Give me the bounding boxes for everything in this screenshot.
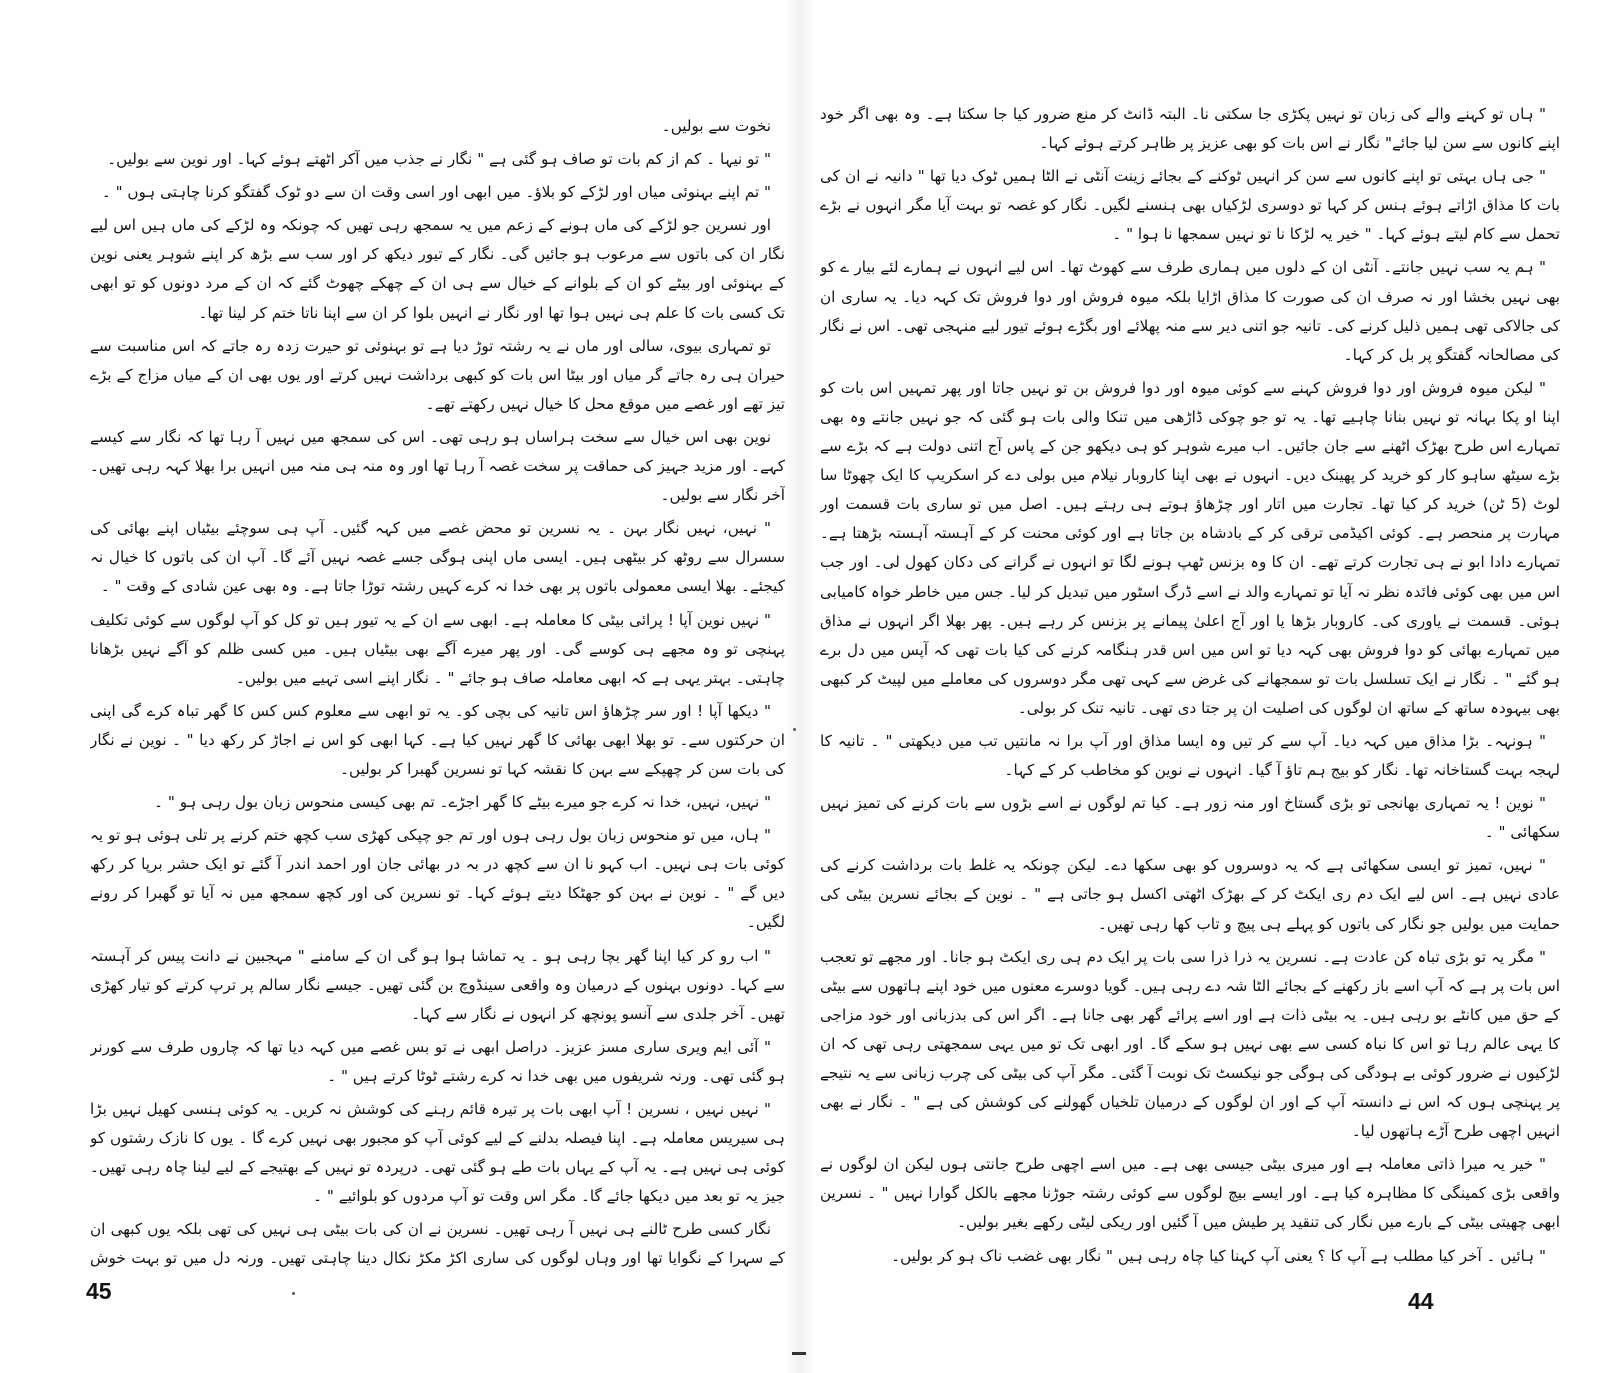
right-page xyxy=(800,0,1600,1373)
paragraph: " لیکن میوہ فروش اور دوا فروش کہنے سے کوئی میوہ اور دوا فروش بن تو نہیں جاتا اور پھر تمہیں اس بات کو اپنا او پکا بہانہ تو نہیں بنانا چاہیے تھا۔ یہ تو جو چوکی ڈاڑھی میں تنکا والی بات ہو گئی کہ جو نہیں جانتے وہ بھی تمہارے اس طرح بھڑک اٹھنے سے جان جائیں۔ اب میرے شوہر کو ہی دیکھو جن کے پاس آج اتنی دولت ہے کہ بڑے سے بڑے سیٹھ ساہو کار کو خرید کر پھینک دیں۔ انہوں نے بھی اپنا کاروبار نیلام میں بولی دے کر اسکریپ کا ایک چھوٹا سا لوٹ (5 ٹن) خرید کر کیا تھا۔ تجارت میں اتار اور چڑھاؤ ہوتے ہی رہتے ہیں۔ اصل میں تو ساری بات قسمت اور مہارت پر منحصر ہے۔ کوئی اکیڈمی ترقی کر کے بادشاہ بن جاتا ہے اور کوئی محنت کر کے آہستہ آہستہ بڑھتا ہے۔ تمہارے دادا ابو نے ہی تجارت کرتے تھے۔ ان کا وہ بزنس ٹھپ ہونے لگا تو انہوں نے گرانے کی دکان کھول لی۔ اور جب اس میں بھی کوئی فائدہ نظر نہ آیا تو تمہارے والد نے اسے ڈرگ اسٹور میں تبدیل کر لیا۔ جس میں خاطر خواہ کامیابی ہوئی۔ قسمت نے یاوری کی۔ کاروبار بڑھا یا اور آج اعلیٰ پیمانے پر بزنس کر رہے ہیں۔ پھر بھلا اگر انہوں نے مذاق میں تمہارے بھائی کو دوا فروش بھی کہہ دیا تو اس میں اس قدر ہنگامہ کرنے کی کیا بات تھی کہ آپس میں دل برے ہو گئے " ۔ نگار نے ایک تسلسل بات تو سمجھانے کی غرض سے کہی تھی مگر دوسروں کی معاملے میں لپیٹ کر کبھی بھی بیہودہ ساتھ کے ساتھ ان لوگوں کی اصلیت ان پر جتا دی تھی۔ تانیہ تنک کر بولی۔ xyxy=(820,378,1560,717)
paragraph: " تم اپنے بہنوئی میاں اور لڑکے کو بلاؤ۔ میں ابھی اور اسی وقت ان سے دو ٹوک گفتگو کرنا چاہتی ہوں " ۔ xyxy=(101,183,771,202)
paragraph: " دیکھا آپا ! اور سر چڑھاؤ اس تانیہ کی بچی کو۔ یہ تو ابھی سے معلوم کس کس کا گھر تباہ کرے گی اپنی ان حرکتوں سے۔ تو بھلا ابھی بھائی کا گھر نہیں کیا ہے۔ کہا ابھی کو اس نے اجاڑ کر رکھ دیا " ۔ نوین نے نگار کی بات سن کر چھپکے سے بہن کا نقشہ کہا تو نسرین گھبرا کر بولیں۔ xyxy=(90,701,785,778)
page-number: 44 xyxy=(1408,1288,1434,1314)
scan-speck xyxy=(292,1292,295,1295)
page-number: 45 xyxy=(86,1278,112,1304)
paragraph: " ہائیں ۔ آخر کیا مطلب ہے آپ کا ؟ یعنی آپ کہنا کیا چاہ رہی ہیں " نگار بھی غضب ناک ہو کر بولیں۔ xyxy=(891,1246,1546,1265)
paragraph: " تو نیہا ۔ کم از کم بات تو صاف ہو گئی ہے " نگار نے جذب میں آکر اٹھتے ہوئے کہا۔ اور نوین سے بولیں۔ xyxy=(107,150,771,169)
paragraph: " نہیں نہیں ، نسرین ! آپ ابھی بات پر تیرہ قائم رہنے کی کوشش نہ کریں۔ یہ کوئی ہنسی کھیل نہیں بڑا ہی سیریس معاملہ ہے۔ اپنا فیصلہ بدلنے کے لیے کوئی آپ کو مجبور بھی نہیں کرے گا ۔ یوں کا نازک رشتوں کو کوئی ہی نہیں ہے۔ یہ آپ کے یہاں بات طے ہو گئی تھی۔ درپردہ تو نہیں کے بھتیجے کے لیے لینا چاہ رہی تھیں۔ جیز یہ تو بعد میں دیکھا جائے گا۔ مگر اس وقت تو آپ مردوں کو بلوائیے " ۔ xyxy=(90,1100,785,1206)
left-page-text xyxy=(90,112,785,1272)
paragraph: " نہیں، نہیں، خدا نہ کرے جو میرے بیٹے کا گھر اجڑے۔ تم بھی کیسی منحوس زبان بول رہی ہو " ۔ xyxy=(154,793,771,812)
paragraph: " اب رو کر کیا اپنا گھر بچا رہی ہو ۔ یہ تماشا ہوا ہو گی ان کے سامنے " مہجبین نے دانت پیس کر آہستہ سے کہا۔ دونوں بہنوں کے درمیان وہ واقعی سینڈوچ بن گئی تھیں۔ جیسے نگار سالم پر ترپ کرتے کو تیار کھڑی تھیں۔ آخر جلدی سے آنسو پونچھ کر انہوں نے نگار سے کہا۔ xyxy=(90,946,785,1023)
paragraph: " نہیں، نہیں نگار بہن ۔ یہ نسرین تو محض غصے میں کہہ گئیں۔ آپ ہی سوچئے بیٹیاں اپنے بھائی کی سسرال سے روٹھ کر بیٹھی ہیں۔ ایسی ماں اپنی ہوگی جسے غصہ نہیں آئے گا۔ آپ ان کی باتوں کا خیال نہ کیجئے۔ بھلا ایسی معمولی باتوں پر بھی خدا نہ کرے کہیں رشتہ توڑا جاتا ہے۔ وہ بھی عین شادی کے وقت " ۔ xyxy=(90,519,785,596)
paragraph: نخوت سے بولیں۔ xyxy=(661,117,771,135)
paragraph: " جی ہاں بہتی تو اپنے کانوں سے سن کر انہیں ٹوکنے کے بجائے زینت آنٹی نے الٹا ہمیں ٹوک دیا تھا " دانیہ نے ان کی بات کا مذاق اڑاتے ہوئے ہنس کر کہا تو دوسری لڑکیاں بھی ہنسنے لگیں۔ نگار کو غصہ تو بہت آیا مگر انہوں نے بڑے تحمل سے کام لیتے ہوئے کہا۔ " خیر یہ لڑکا نا تو نہیں سمجھا نا ہوا " ۔ xyxy=(820,167,1560,244)
paragraph: " ہونہہ۔ بڑا مذاق میں کہہ دیا۔ آپ سے کر تیں وہ ایسا مذاق اور آپ برا نہ مانتیں تب میں دیکھتی " ۔ تانیہ کا لہجہ بہت گستاخانہ تھا۔ نگار کو بیج ہم تاؤ آ گیا۔ انہوں نے نوین کو مخاطب کر کے کہا۔ xyxy=(820,731,1560,780)
paragraph: " نہیں، تمیز تو ایسی سکھائی ہے کہ یہ دوسروں کو بھی سکھا دے۔ لیکن چونکہ یہ غلط بات برداشت کرنے کی عادی نہیں ہے۔ اس لیے ایک دم ری ایکٹ کر کے بھڑک اٹھتی اکسل ہو جاتی ہے " ۔ نوین کے بجائے نسرین بیٹی کی حمایت میں بولیں جو نگار کی باتوں کو پہلے ہی پیچ و تاب کھا رہی تھیں۔ xyxy=(820,856,1560,933)
paragraph: اور نسرین جو لڑکے کی ماں ہونے کے زعم میں یہ سمجھ رہی تھیں کہ چونکہ وہ لڑکے کی ماں ہیں اس لیے نگار ان کی باتوں سے مرعوب ہو جائیں گی۔ نگار کے تیور دیکھ کر اور سب سے بڑھ کر اپنے شوہر یعنی نوین کے بہنوئی اور بیٹے کو ان کے بلوانے کے خیال سے ہی ان کے چھکے چھوٹ گئے کہ ان کے مرد دونوں کو تو ابھی تک کسی بات کا علم ہی نہیں ہوا تھا اور نگار نے انہیں بلوا کر ان سے اپنا ناتا ختم کر لینا تھا۔ xyxy=(90,216,785,322)
paragraph: " آئی ایم ویری ساری مسز عزیز۔ دراصل ابھی نے تو بس غصے میں کہہ دیا تھا کہ چاروں طرف سے کورنر ہو گئی تھی۔ ورنہ شریفوں میں بھی خدا نہ کرے رشتے ٹوٹا کرتے ہیں " ۔ xyxy=(90,1037,785,1085)
paragraph: " ہاں تو کہنے والے کی زبان تو نہیں پکڑی جا سکتی نا۔ البتہ ڈانٹ کر منع ضرور کیا جا سکتا ہے۔ وہ بھی اگر خود اپنے کانوں سے سن لیا جائے" نگار نے اس بات کو بھی عزیز پر ظاہر کرتے ہوئے کہا۔ xyxy=(820,105,1560,153)
paragraph: " مگر یہ تو بڑی تباہ کن عادت ہے۔ نسرین یہ ذرا ذرا سی بات پر ایک دم ہی ری ایکٹ ہو جانا۔ اور مجھے تو تعجب اس بات پر ہے کہ آپ اسے باز رکھنے کے بجائے الٹا شہ دے رہی ہیں۔ گویا دوسرے معنوں میں خود اپنے ہاتھوں سے بیٹی کے حق میں کانٹے بو رہی ہیں۔ یہ بیٹی ذات ہے اور اسے پرائے گھر بھی جانا ہے۔ اگر اس کی بدزبانی اور خود مزاجی کا یہی عالم رہا تو اس کا نباہ کسی سے بھی نہیں ہو سکے گا۔ اور ابھی تک تو میں یہی سمجھتی رہی تھی کہ ان لڑکیوں نے ضرور کوئی بے ہودگی کی ہوگی جو نیکسٹ تک نوبت آ گئی۔ مگر آپ کی بیٹی کی چرب زبانی سے یہ نتیجے پر پہنچی ہوں کہ اس نے دانستہ آپ کے اور ان لوگوں کے درمیان تلخیاں گھولنے کی کوشش کی ہے " ۔ نگار نے بھی انہیں اچھی طرح آڑے ہاتھوں لیا۔ xyxy=(820,947,1560,1141)
scan-speck xyxy=(793,728,796,731)
paragraph: نوین بھی اس خیال سے سخت ہراساں ہو رہی تھی۔ اس کی سمجھ میں نہیں آ رہا تھا کہ نگار سے کیسے کہے۔ اور مزید جہیز کی حماقت پر سخت غصہ آ رہا تھا اور وہ منہ ہی منہ میں انہیں برا بھلا کہہ رہی تھیں۔ آخر نگار سے بولیں۔ xyxy=(90,427,785,505)
paragraph: " ہم یہ سب نہیں جانتے۔ آنٹی ان کے دلوں میں ہماری طرف سے کھوٹ تھا۔ اس لیے انہوں نے ہمارے لئے بیار ے کو بھی نہیں بخشا اور نہ صرف ان کی صورت کا مذاق اڑایا بلکہ میوہ فروش اور دوا فروش تک کہہ دیا۔ یہ ساری ان کی جالاکی تھی ہمیں ذلیل کرنے کی۔ تانیہ جو اتنی دیر سے منہ پھلائے اور بگڑے ہوئے تیور لیے منہجی تھی۔ اس نے نگار کی مصالحانہ گفتگو پر بل کر کہا۔ xyxy=(820,258,1560,364)
paragraph: " نوین ! یہ تمہاری بھانجی تو بڑی گستاخ اور منہ زور ہے۔ کیا تم لوگوں نے اسے بڑوں سے بات کرنے کی تمیز نہیں سکھائی " ۔ xyxy=(820,794,1560,842)
paragraph: " خیر یہ میرا ذاتی معاملہ ہے اور میری بیٹی جیسی بھی ہے۔ میں اسے اچھی طرح جانتی ہوں لیکن ان لوگوں نے واقعی بڑی کمینگی کا مظاہرہ کیا ہے۔ اور ایسے بیچ لوگوں سے کوئی رشتہ جوڑنا مجھے بالکل گوارا نہیں " ۔ نسرین ابھی چھیتی بیٹی کے بارے میں نگار کی تنقید پر طیش میں آ گئیں اور ریکی لیٹی رکھے بغیر بولیں۔ xyxy=(820,1155,1560,1232)
paragraph: " ہاں، میں تو منحوس زبان بول رہی ہوں اور تم جو چپکی کھڑی سب کچھ ختم کرنے پر تلی ہوئی ہو تو یہ کوئی بات ہی نہیں۔ اب کہو نا ان سے کچھ در بہ در بھائی جان اور احمد اندر آ گئے تو ایک حشر برپا کر رکھ دیں گے " ۔ نوین نے بہن کو جھٹکا دیتے ہوئے کہا۔ تو نسرین کی اور کچھ سمجھ میں نہ آیا تو گھبرا کر رونے لگیں۔ xyxy=(90,826,785,932)
paragraph: نگار کسی طرح ٹالنے ہی نہیں آ رہی تھیں۔ نسرین نے ان کی بات بیٹی ہی نہیں کی تھی بلکہ یوں کبھی ان کے سہرا کے نگوایا تھا اور وہاں لوگوں کی ساری اکڑ مکڑ نکال دینا چاہتی تھیں۔ ورنہ دل میں تو بہت خوش xyxy=(90,1220,785,1268)
right-page-text xyxy=(820,100,1560,1280)
paragraph: " نہیں نوین آپا ! پرائی بیٹی کا معاملہ ہے۔ ابھی سے ان کے یہ تیور ہیں تو کل کو آپ لوگوں سے کوئی تکلیف پہنچی تو وہ مجھے ہی کوسے گی۔ اور پھر میرے آگے بھی بیٹیاں ہیں۔ میں کسی ظلم کو آگے نہیں بڑھانا چاہتی۔ بہتر یہی ہے کہ ابھی معاملہ صاف ہو جائے " ۔ نگار اپنے اسی تہیے میں بولیں۔ xyxy=(90,610,785,687)
paragraph xyxy=(820,1275,1560,1280)
paragraph: تو تمہاری بیوی، سالی اور ماں نے یہ رشتہ توڑ دیا ہے تو بہنوئی تو حیرت زدہ رہ جاتے کہ اس مناسبت سے حیران ہی رہ جاتے گر میاں اور بیٹا اس بات کو کبھی برداشت نہیں کرتے اور یوں بھی ان کے میاں مزاج کے بڑے تیز تھے اور غصے میں موقع محل کا خیال نہیں رکھتے تھے۔ xyxy=(90,336,785,413)
